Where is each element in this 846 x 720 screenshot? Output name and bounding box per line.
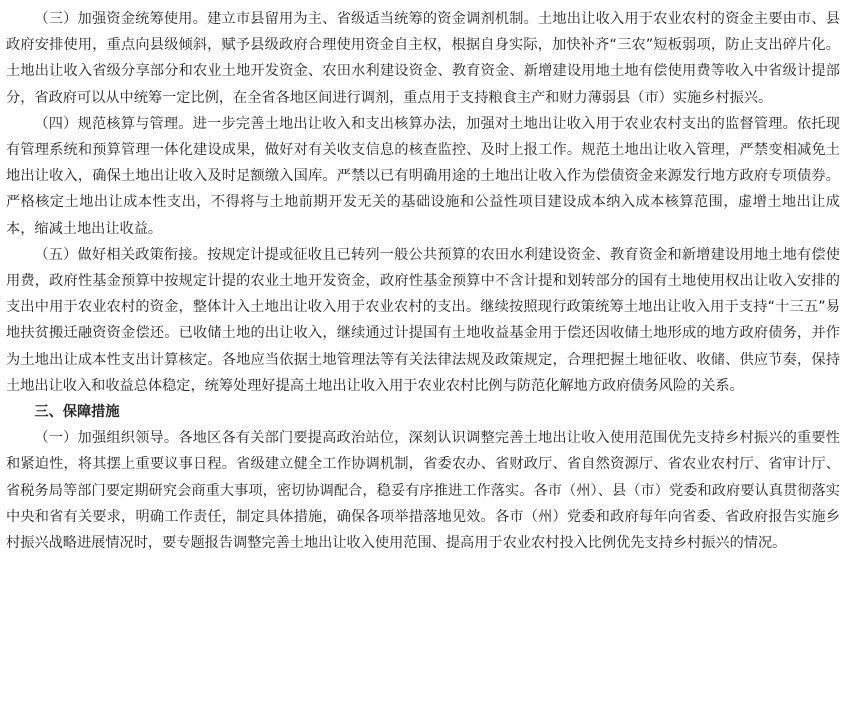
section-heading: 三、保障措施 [34,404,120,421]
paragraph-measure-1 [6,425,840,556]
section-label: （一）加强组织领导。 [34,430,179,447]
section-text: 各地区各有关部门要提高政治站位，深刻认识调整完善土地出让收入使用范围优先支持乡村振兴的重要性和紧迫性，将其摆上重要议事日程。省级建立健全工作协调机制，省委农办、省财政厅、省自然资源厅、省农业农村厅、省审计厅、省税务局等部门要定期研究会商重大事项，密切协调配合，稳妥有序推进工作落实。各市（州）、县（市）党委和政府要认真贯彻落实中央和省有关要求，明确工作责任，制定具体措施，确保各项举措落地见效。各市（州）党委和政府每年向省委、省政府报告实施乡村振兴战略进展情况时，要专题报告调整完善土地出让收入使用范围、提高用于农业农村投入比例优先支持乡村振兴的情况。 [6,430,840,552]
paragraph-section-5 [6,242,840,399]
section-text: 建立市县留用为主、省级适当统筹的资金调剂机制。土地出让收入用于农业农村的资金主要由市、县政府安排使用，重点向县级倾斜，赋予县级政府合理使用资金自主权，根据自身实际，加快补齐“三农”短板弱项，防止支出碎片化。土地出让收入省级分享部分和农业土地开发资金、农田水利建设资金、教育资金、新增建设用地土地有偿使用费等收入中省级计提部分，省政府可以从中统筹一定比例，在全省各地区间进行调剂，重点用于支持粮食主产和财力薄弱县（市）实施乡村振兴。 [6,11,840,106]
section-label: （三）加强资金统筹使用。 [34,11,208,27]
section-text: 进一步完善土地出让收入和支出核算办法，加强对土地出让收入用于农业农村支出的监督管理。依托现有管理系统和预算管理一体化建设成果，做好对有关收支信息的核查监控、及时上报工作。规范土地出让收入管理，严禁变相减免土地出让收入，确保土地出让收入及时足额缴入国库。严禁以已有明确用途的土地出让收入作为偿债资金来源发行地方政府专项债券。严格核定土地出让成本性支出，不得将与土地前期开发无关的基础设施和公益性项目建设成本纳入成本核算范围，虚增土地出让成本，缩减土地出让收益。 [6,115,840,237]
paragraph-section-4 [6,111,840,242]
section-text: 按规定计提或征收且已转列一般公共预算的农田水利建设资金、教育资金和新增建设用地土地有偿使用费，政府性基金预算中按规定计提的农业土地开发资金，政府性基金预算中不含计提和划转部分的国有土地使用权出让收入安排的支出中用于农业农村的资金，整体计入土地出让收入用于农业农村的支出。继续按照现行政策统筹土地出让收入用于支持“十三五”易地扶贫搬迁融资资金偿还。已收储土地的出让收入，继续通过计提国有土地收益基金用于偿还因收储土地形成的地方政府债务，并作为土地出让成本性支出计算核定。各地应当依据土地管理法等有关法律法规及政策规定，合理把握土地征收、收储、供应节奏，保持土地出让收入和收益总体稳定，统筹处理好提高土地出让收入用于农业农村比例与防范化解地方政府债务风险的关系。 [6,246,840,394]
paragraph-section-3 [6,6,840,111]
section-label: （五）做好相关政策衔接。 [34,246,208,263]
section-label: （四）规范核算与管理。 [34,115,193,132]
